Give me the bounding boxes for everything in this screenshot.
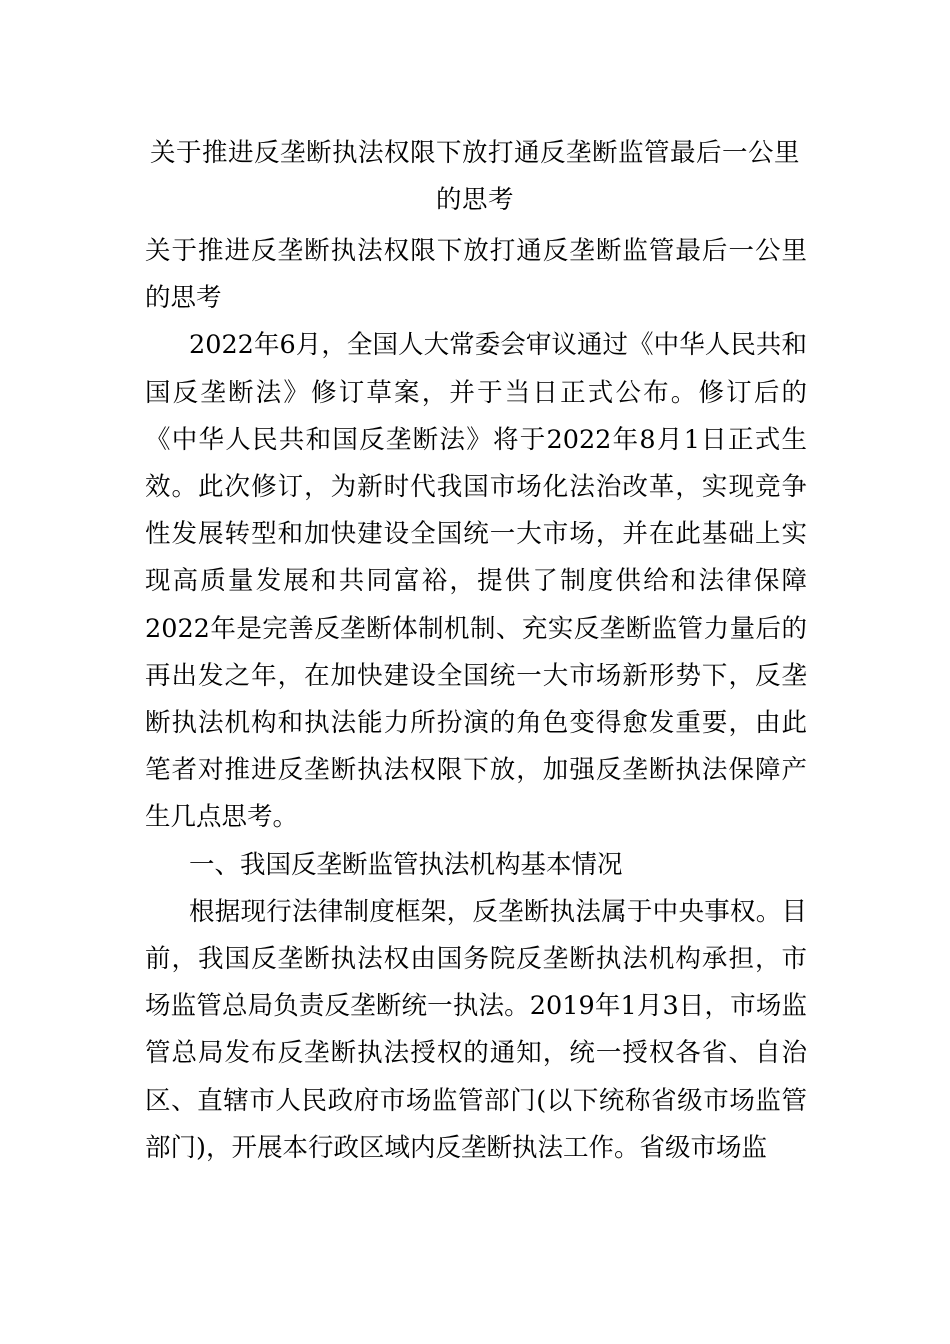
document-body (145, 228, 807, 1172)
body-paragraph-2: 根据现行法律制度框架，反垄断执法属于中央事权。目前，我国反垄断执法权由国务院反垄断执法机构承担，市场监管总局负责反垄断统一执法。2019年1月3日，市场监管总局发布反垄断执法授权的通知，统一授权各省、自治区、直辖市人民政府市场监管部门(以下统称省级市场监管部门)，开展本行政区域内反垄断执法工作。省级市场监 (145, 896, 807, 1163)
body-paragraph-heading-repeat: 关于推进反垄断执法权限下放打通反垄断监管最后一公里的思考 (145, 236, 807, 314)
document-title: 关于推进反垄断执法权限下放打通反垄断监管最后一公里的思考 (149, 138, 800, 215)
body-paragraph-1: 2022年6月，全国人大常委会审议通过《中华人民共和国反垄断法》修订草案，并于当日正式公布。修订后的《中华人民共和国反垄断法》将于2022年8月1日正式生效。此次修订，为新时代我国市场化法治改革，实现竞争性发展转型和加快建设全国统一大市场，并在此基础上实现高质量发展和共同富裕，提供了制度供给和法律保障2022年是完善反垄断体制机制、充实反垄断监管力量后的再出发之年，在加快建设全国统一大市场新形势下，反垄断执法机构和执法能力所扮演的角色变得愈发重要，由此笔者对推进反垄断执法权限下放，加强反垄断执法保障产生几点思考。 (145, 330, 807, 833)
section-heading: 一、我国反垄断监管执法机构基本情况 (189, 849, 623, 880)
